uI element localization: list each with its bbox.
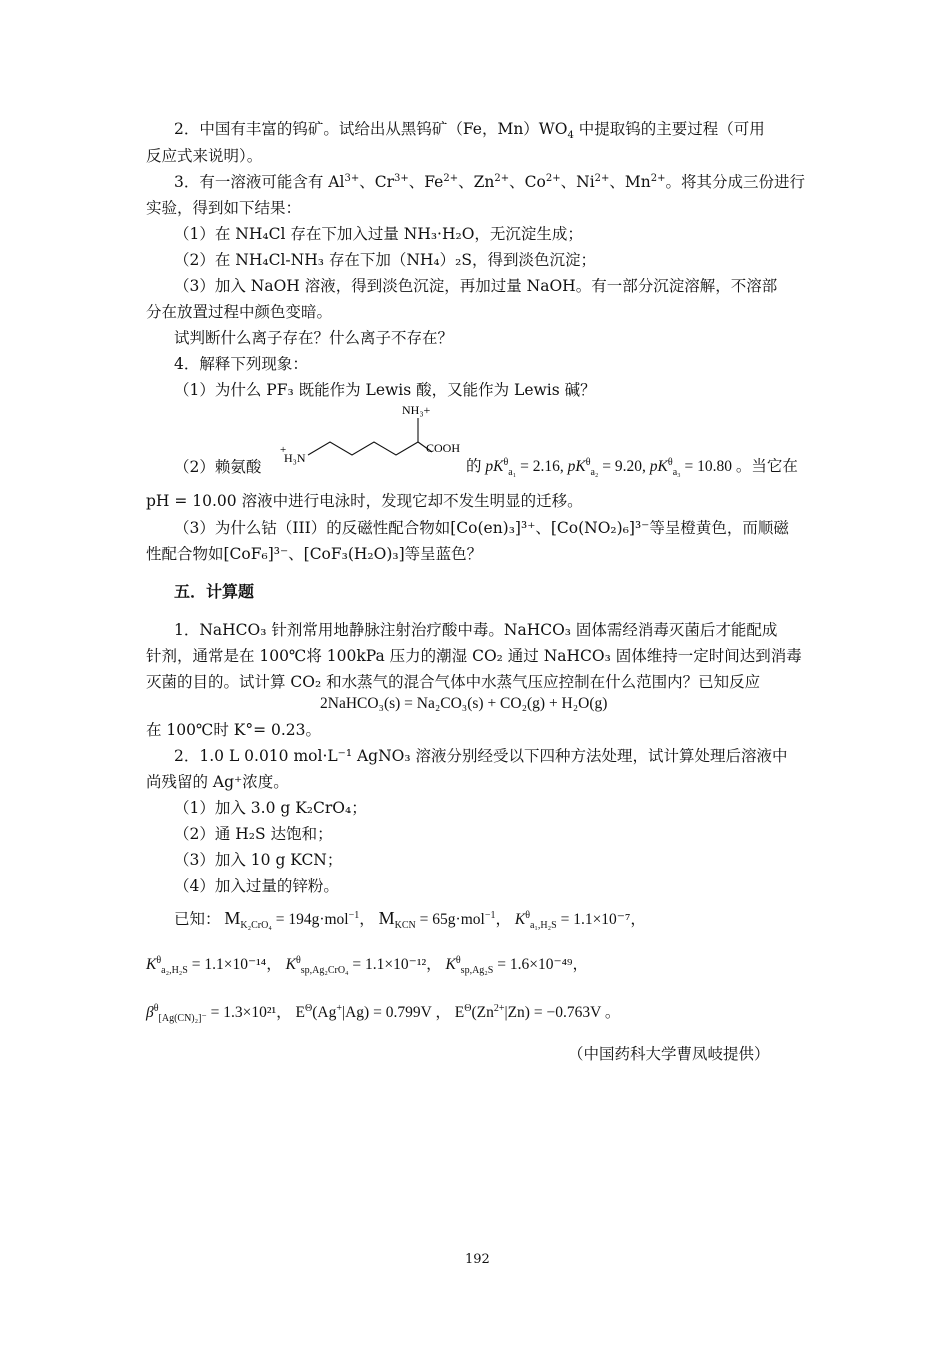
q2-line-1: 2．中国有丰富的钨矿。试给出从黑钨矿（Fe，$Mn)WO_4$ 中提取钨的主要过程（可用	[174, 120, 765, 142]
c1-k: 在 100℃时 K°= 0.23。	[146, 721, 322, 739]
lysine-h3n-label: H₃N	[284, 451, 306, 465]
q3-item-3b: 分在放置过程中颜色变暗。	[146, 303, 333, 321]
q3-line-1: 3．有一溶液可能含有 $Al^{3+}$、$Cr^{3+}$、$Fe^{2+}$、$Zn^{2+}$、$Co^{2+}$、$Ni^{2+}$、$Mn^{2+}$。将其分成三份进行	[174, 172, 806, 191]
q2-line-2: 反应式来说明）。	[146, 147, 263, 165]
page-number: 192	[465, 1252, 490, 1267]
c1-reaction: 2NaHCO₃(s) = Na₂CO₃(s) + CO₂(g) + H₂O(g)	[320, 695, 608, 712]
c2-item-4: （4）加入过量的锌粉。	[174, 877, 339, 895]
q3-item-3a: （3）加入 NaOH 溶液，得到淡色沉淀，再加过量 NaOH。有一部分沉淀溶解，不溶部	[174, 277, 778, 295]
q4-item-2-label: （2）赖氨酸	[174, 458, 262, 476]
q4-item-3a: （3）为什么钴（III）的反磁性配合物如[Co(en)₃]³⁺、[Co(NO₂)₆]³⁻等呈橙黄色，而顺磁	[174, 519, 789, 537]
q4-item-1: （1）为什么 PF₃ 既能作为 Lewis 酸，又能作为 Lewis 碱？	[174, 381, 596, 399]
credit: （中国药科大学曹凤岐提供）	[568, 1045, 770, 1063]
q4-item-2b: pH = 10.00 溶液中进行电泳时，发现它却不发生明显的迁移。	[146, 492, 583, 510]
c1-line-3: 灭菌的目的。试计算 CO₂ 和水蒸气的混合气体中水蒸气压应控制在什么范围内？已知反应	[146, 673, 761, 691]
c1-line-1: 1．NaHCO₃ 针剂常用地静脉注射治疗酸中毒。NaHCO₃ 固体需经消毒灭菌后才能配成	[174, 621, 778, 639]
known-line-1: 已知： $M_{K_2CrO_4} = 194g\cdot mol^{-1}$， $M_{KCN} = 65g\cdot mol^{-1}$， $K^\theta_{a_1,H_2S} = 1.1\times 10^{-7}$，	[174, 908, 646, 932]
q3-question: 试判断什么离子存在？什么离子不存在？	[174, 329, 454, 347]
lysine-nh3-label: NH₃+	[402, 403, 431, 417]
section-5-title: 五．计算题	[174, 582, 255, 601]
c1-line-2: 针剂，通常是在 100℃将 100kPa 压力的潮湿 CO₂ 通过 NaHCO₃ 固体维持一定时间达到消毒	[146, 647, 802, 665]
lysine-chain	[308, 442, 418, 455]
q3-item-2: （2）在 NH₄Cl-NH₃ 存在下加（NH₄）₂S，得到淡色沉淀；	[174, 251, 596, 269]
known-line-3: $\beta^\theta_{[Ag(CN)_2]^-} = 1.3\times 10^{21}$， $E^\Theta(Ag^+|Ag) = 0.799V$ ， $E^\Theta(Zn^{2+}|Zn) = -0.763V$ 。	[146, 1002, 621, 1025]
lysine-cooh-label: COOH	[426, 441, 461, 455]
c2-item-3: （3）加入 10 g KCN；	[174, 851, 343, 869]
c2-item-2: （2）通 H₂S 达饱和；	[174, 825, 333, 843]
lysine-structure	[278, 398, 478, 488]
lysine-plus-label: +	[280, 444, 287, 456]
q4-title: 4．解释下列现象：	[174, 355, 308, 373]
q4-item-3b: 性配合物如[CoF₆]³⁻、[CoF₃(H₂O)₃]等呈蓝色？	[146, 545, 483, 563]
q3-item-1: （1）在 NH₄Cl 存在下加入过量 NH₃·H₂O，无沉淀生成；	[174, 225, 583, 243]
c2-line-2: 尚残留的 Ag⁺浓度。	[146, 773, 289, 791]
known-line-2: $K^\theta_{a_2,H_2S} = 1.1\times 10^{-14}$， $K^\theta_{sp,Ag_2CrO_4} = 1.1\times 10^{-12}$， $K^\theta_{sp,Ag_2S} = 1.6\times 10^{-49}$，	[146, 954, 588, 977]
q3-line-2: 实验，得到如下结果：	[146, 199, 302, 217]
c2-item-1: （1）加入 3.0 g K₂CrO₄；	[174, 799, 367, 817]
q4-item-2-pk: 的 $pK^\theta_{a_1} = 2.16$, $pK^\theta_{a_2} = 9.20$, $pK^\theta_{a_3} = 10.80$ 。当它在	[466, 456, 798, 479]
c2-line-1: 2．1.0 L 0.010 mol·L⁻¹ AgNO₃ 溶液分别经受以下四种方法处理，试计算处理后溶液中	[174, 747, 788, 765]
